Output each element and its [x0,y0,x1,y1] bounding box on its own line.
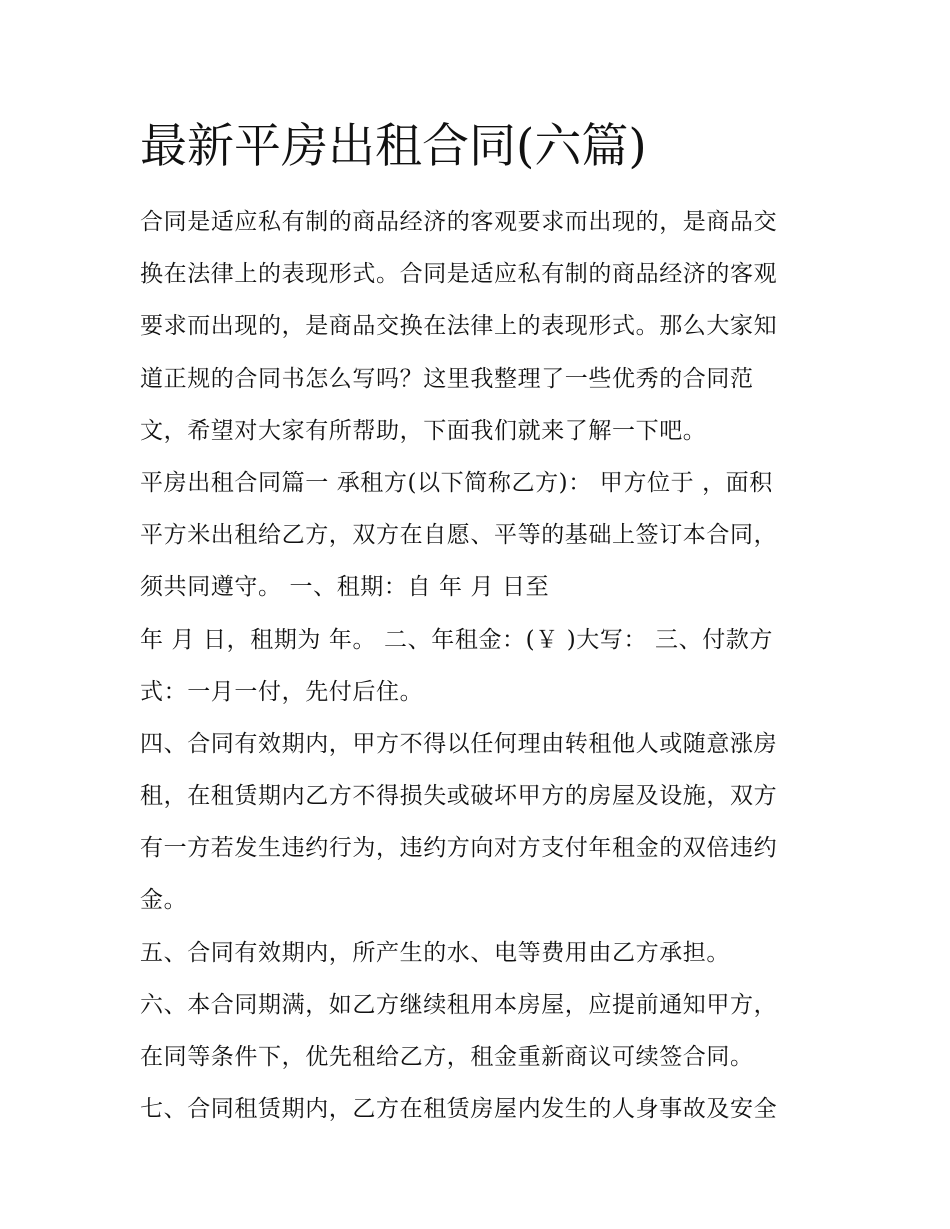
text-line: 道正规的合同书怎么写吗？这里我整理了一些优秀的合同范 [140,365,754,392]
text-line: 五、合同有效期内，所产生的水、电等费用由乙方承担。 [140,939,730,966]
text-line: 在同等条件下，优先租给乙方，租金重新商议可续签合同。 [140,1044,754,1070]
document-title: 最新平房出租合同(六篇) [140,119,647,174]
document-body [140,196,830,1135]
text-line: 租，在租赁期内乙方不得损失或破坏甲方的房屋及设施，双方 [140,783,778,810]
text-line: 四、合同有效期内，甲方不得以任何理由转租他人或随意涨房 [140,730,778,757]
text-line: 平方米出租给乙方，双方在自愿、平等的基础上签订本合同， [140,522,778,549]
text-line: 合同是适应私有制的商品经济的客观要求而出现的，是商品交 [140,209,778,235]
text-line: 换在法律上的表现形式。合同是适应私有制的商品经济的客观 [140,261,778,288]
text-line: 式：一月一付，先付后住。 [140,678,424,705]
text-line: 须共同遵守。 一、租期：自 年 月 日至 [140,574,550,601]
text-line: 六、本合同期满，如乙方继续租用本房屋，应提前通知甲方， [140,991,778,1018]
text-line: 要求而出现的，是商品交换在法律上的表现形式。那么大家知 [140,313,778,340]
text-line: 文，希望对大家有所帮助，下面我们就来了解一下吧。 [140,417,707,444]
text-line: 有一方若发生违约行为，违约方向对方支付年租金的双倍违约 [140,835,778,862]
text-line: 金。 [140,887,188,914]
text-line: 年 月 日，租期为 年。 二、年租金：(￥ )大写： 三、付款方 [140,626,774,653]
text-line: 七、合同租赁期内，乙方在租赁房屋内发生的人身事故及安全 [140,1096,778,1123]
text-line: 平房出租合同篇一 承租方(以下简称乙方)： 甲方位于 ，面积 [140,469,773,496]
